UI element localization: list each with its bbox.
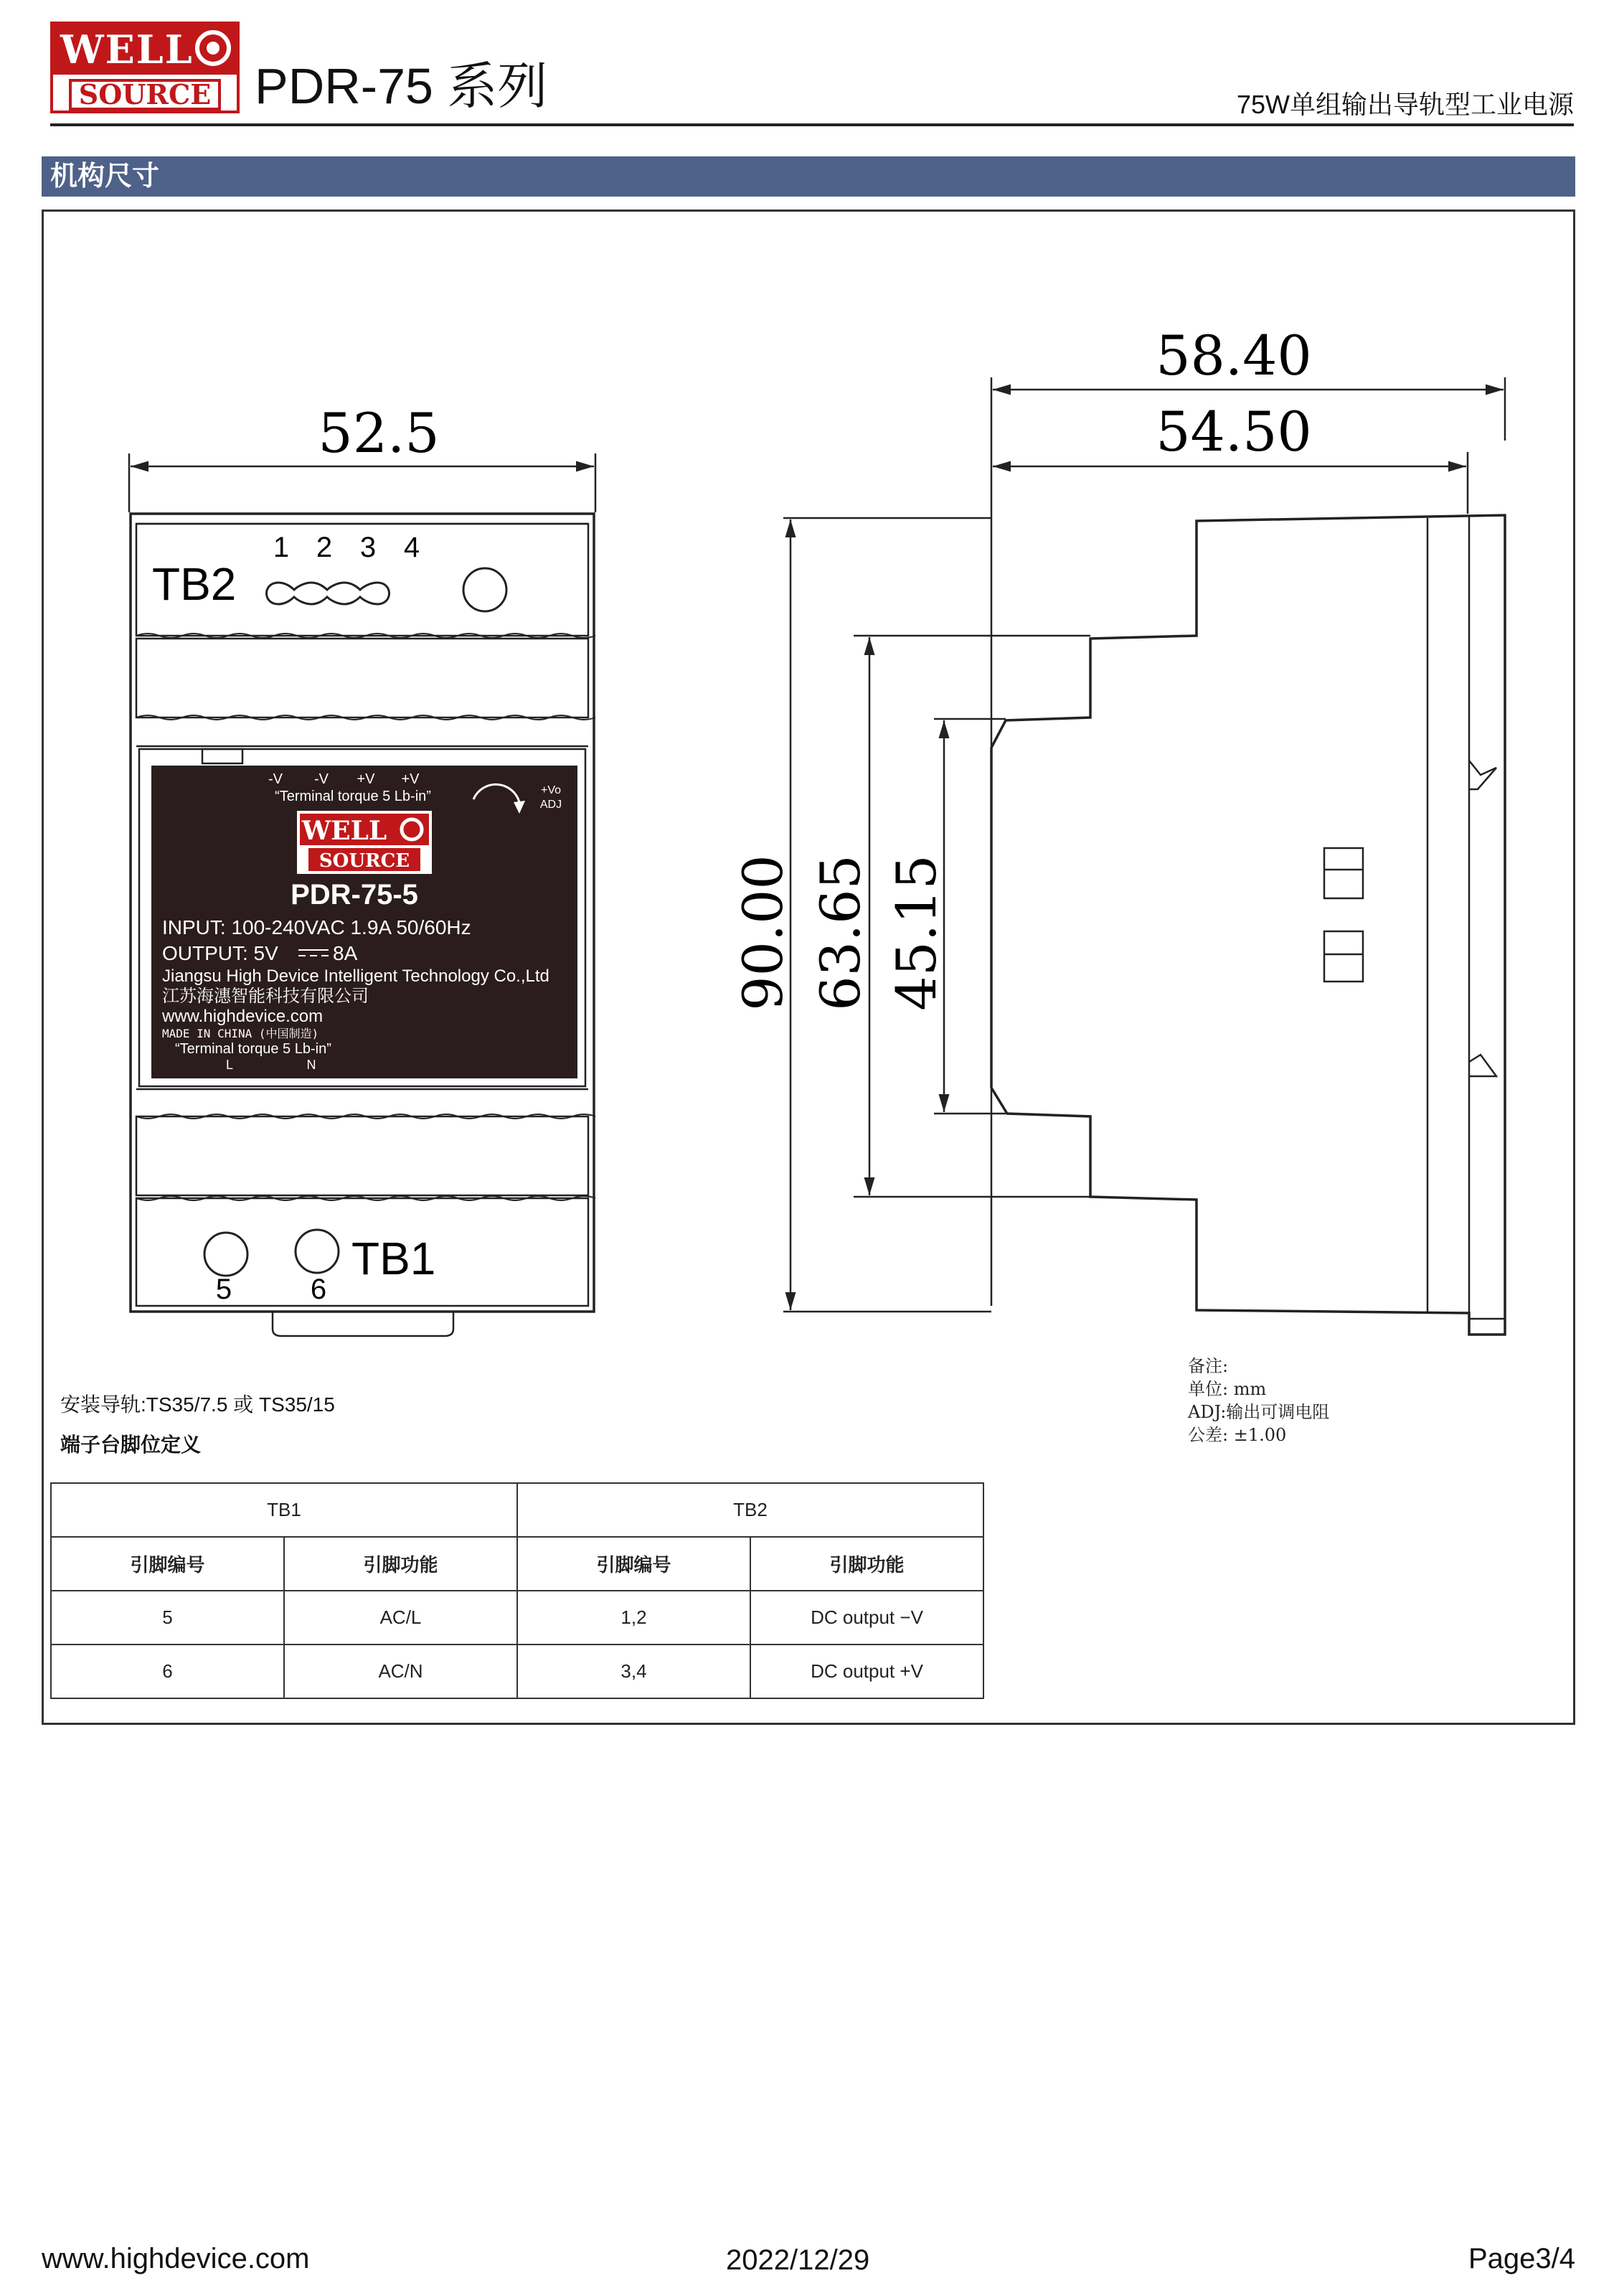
table-cell: DC output −V (750, 1591, 983, 1645)
tb1-pin6-screw (296, 1230, 339, 1273)
logo-well-text: WELL (60, 27, 194, 72)
label-output-prefix: OUTPUT: 5V (162, 942, 278, 964)
logo-source-text: SOURCE (69, 79, 221, 110)
label-logo-source: SOURCE (318, 850, 410, 872)
label-polarity-3: +V (357, 771, 375, 787)
footer-page-number: Page3/4 (1468, 2243, 1575, 2274)
tb2-label: TB2 (152, 558, 237, 610)
footer-date: 2022/12/29 (726, 2244, 870, 2276)
tb2-pin-4: 4 (403, 532, 420, 563)
pin-table-title: 端子台脚位定义 (60, 1434, 202, 1456)
height-value: 90.00 (731, 855, 795, 1011)
header-pin-function-tb1: 引脚功能 (284, 1537, 517, 1591)
body-depth-value: 54.50 (1156, 400, 1312, 464)
front-height-value: 45.15 (884, 855, 948, 1011)
tb2-pin-3: 3 (359, 532, 377, 563)
notes-tolerance: 公差: ±1.00 (1188, 1425, 1287, 1445)
side-vent-upper (1324, 848, 1363, 898)
label-torque-top: “Terminal torque 5 Lb-in” (275, 789, 431, 804)
mounting-rail-note: 安装导轨:TS35/7.5 或 TS35/15 (60, 1393, 335, 1416)
label-made-in: MADE IN CHINA (中国制造) (162, 1027, 319, 1040)
tb1-pin5-screw (204, 1233, 247, 1276)
table-row (51, 1591, 983, 1645)
header-pin-number-tb1: 引脚编号 (51, 1537, 284, 1591)
label-output-suffix: 8A (333, 942, 358, 964)
table-header-row (51, 1537, 983, 1591)
table-group-row (51, 1483, 983, 1537)
label-adj-vo: +Vo (540, 784, 562, 796)
notes-adj: ADJ:输出可调电阻 (1188, 1402, 1330, 1422)
header-pin-number-tb2: 引脚编号 (517, 1537, 750, 1591)
group-tb2: TB2 (517, 1483, 983, 1537)
label-torque-bottom: “Terminal torque 5 Lb-in” (175, 1041, 331, 1057)
label-website: www.highdevice.com (162, 1007, 324, 1026)
tb1-pin-5: 5 (215, 1274, 232, 1305)
label-company-cn: 江苏海潓智能科技有限公司 (162, 987, 369, 1006)
din-rail-clip-lower (1469, 1055, 1496, 1076)
table-cell: 1,2 (517, 1591, 750, 1645)
label-polarity-2: -V (314, 771, 329, 787)
tb1-pin-6: 6 (310, 1274, 327, 1305)
tb2-adj-hole (463, 568, 506, 611)
notes-heading: 备注: (1188, 1356, 1229, 1376)
table-row (51, 1645, 983, 1698)
label-logo (297, 811, 432, 874)
din-rail-clip (1469, 761, 1496, 789)
footer-website: www.highdevice.com (42, 2243, 310, 2274)
table-cell: DC output +V (750, 1645, 983, 1698)
label-company-en: Jiangsu High Device Intelligent Technology Co.,Ltd (162, 966, 549, 986)
tb2-pin-1: 1 (273, 532, 290, 563)
document-subtitle: 75W单组输出导轨型工业电源 (1236, 90, 1574, 119)
tb2-screw-terminals (267, 583, 390, 604)
label-model: PDR-75-5 (291, 879, 418, 911)
pin-definition-table (50, 1482, 984, 1699)
section-title: 机构尺寸 (50, 161, 160, 192)
label-ac-l: L (225, 1058, 234, 1072)
table-cell: AC/N (284, 1645, 517, 1698)
product-label-plate (152, 766, 577, 1078)
label-logo-well: WELL (301, 816, 387, 846)
table-cell: 6 (51, 1645, 284, 1698)
label-input: INPUT: 100-240VAC 1.9A 50/60Hz (162, 916, 471, 938)
label-ac-n: N (306, 1058, 316, 1072)
table-cell: 3,4 (517, 1645, 750, 1698)
side-vent-lower (1324, 931, 1363, 982)
width-dimension-value: 52.5 (318, 401, 440, 465)
label-adj: ADJ (539, 799, 562, 811)
table-cell: 5 (51, 1591, 284, 1645)
tb2-pin-2: 2 (316, 532, 333, 563)
group-tb1: TB1 (51, 1483, 517, 1537)
step-height-value: 63.65 (808, 855, 872, 1011)
din-clip-tab (273, 1312, 453, 1336)
document-title: PDR-75 系列 (255, 58, 548, 114)
drawing-notes (1188, 1355, 1329, 1446)
overall-depth-value: 58.40 (1156, 324, 1312, 387)
header-pin-function-tb2: 引脚功能 (750, 1537, 983, 1591)
tb1-label: TB1 (351, 1233, 436, 1284)
table-cell: AC/L (284, 1591, 517, 1645)
notes-unit: 单位: mm (1188, 1379, 1267, 1399)
label-polarity-4: +V (401, 771, 420, 787)
label-polarity-1: -V (268, 771, 283, 787)
